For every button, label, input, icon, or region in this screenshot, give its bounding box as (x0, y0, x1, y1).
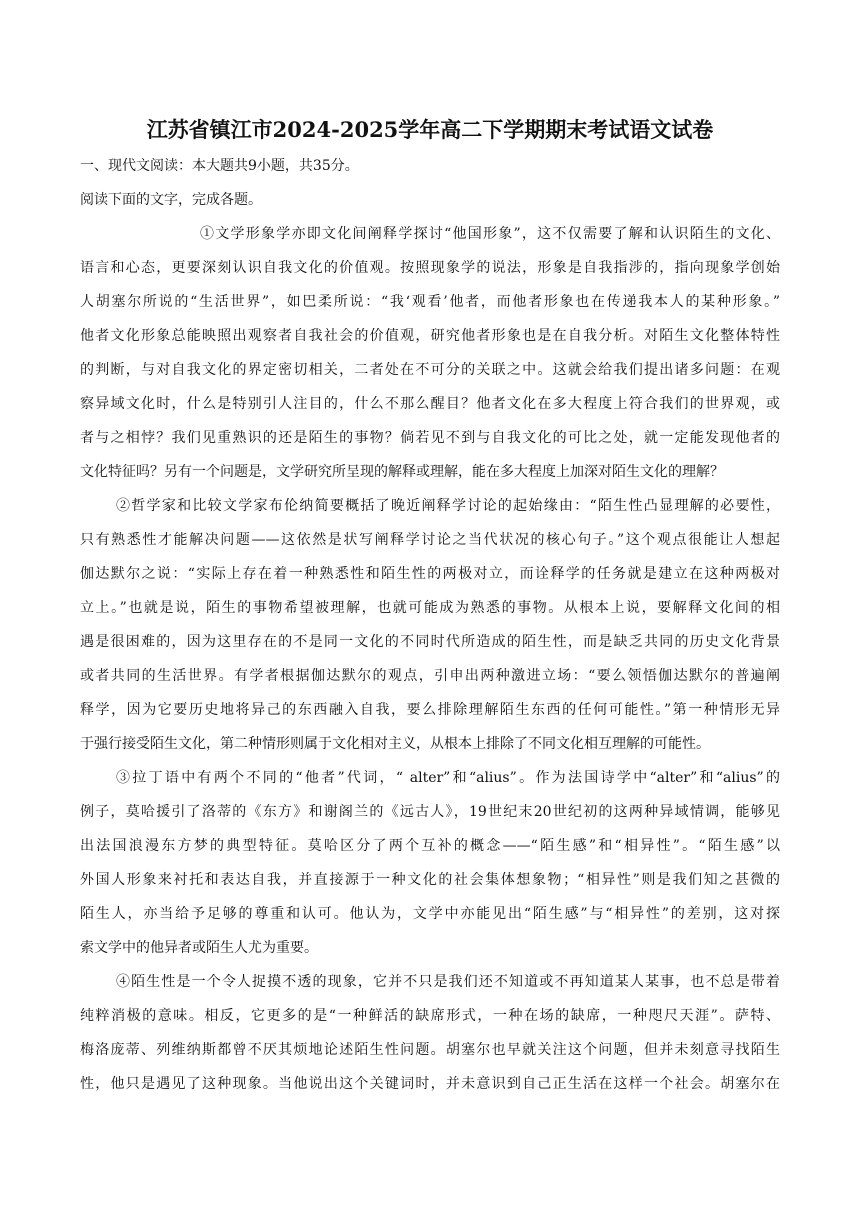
paragraph-line: 他者文化形象总能映照出观察者自我社会的价值观，研究他者形象也是在自我分析。对陌生文化整体特性 (80, 328, 780, 344)
reading-instruction: 阅读下面的文字，完成各题。 (80, 192, 262, 208)
paragraph-line: 只有熟悉性才能解决问题——这依然是状写阐释学讨论之当代状况的核心句子。”这个观点很能让人想起 (80, 532, 780, 548)
paragraph-line: 索文学中的他异者或陌生人尤为重要。 (80, 940, 318, 956)
paragraph-line: 语言和心态，更要深刻认识自我文化的价值观。按照现象学的说法，形象是自我指涉的，指向现象学创始 (80, 260, 780, 276)
paragraph-line: 外国人形象来衬托和表达自我，并直接源于一种文化的社会集体想象物；“相异性”则是我们知之甚微的 (80, 872, 780, 888)
paragraph-line: 例子，莫哈援引了洛蒂的《东方》和谢阁兰的《远古人》，19世纪末20世纪初的这两种异域情调，能够见 (80, 804, 780, 820)
paragraph-line: 察异域文化时，什么是特别引人注目的，什么不那么醒目？他者文化在多大程度上符合我们的世界观，或 (80, 396, 780, 412)
paragraph-line: 纯粹消极的意味。相反，它更多的是“一种鲜活的缺席形式，一种在场的缺席，一种咫尺天涯”。萨特、 (80, 1008, 780, 1024)
paragraph-line: 陌生人，亦当给予足够的尊重和认可。他认为，文学中亦能见出“陌生感”与“相异性”的差别，这对探 (80, 906, 780, 922)
paragraph-line: 或者共同的生活世界。有学者根据伽达默尔的观点，引申出两种激进立场：“要么领悟伽达默尔的普遍阐 (80, 668, 780, 684)
paragraph-line: 伽达默尔之说：“实际上存在着一种熟悉性和陌生性的两极对立，而诠释学的任务就是建立在这种两极对 (80, 566, 780, 582)
paragraph-line: 文化特征吗？另有一个问题是，文学研究所呈现的解释或理解，能在多大程度上加深对陌生文化的理解？ (80, 464, 724, 480)
paragraph-line: ①文学形象学亦即文化间阐释学探讨“他国形象”，这不仅需要了解和认识陌生的文化、 (200, 226, 780, 242)
paragraph-line: 释学，因为它要历史地将异己的东西融入自我，要么排除理解陌生东西的任何可能性。”第一种情形无异 (80, 702, 780, 718)
paragraph-line: 立上。”也就是说，陌生的事物希望被理解，也就可能成为熟悉的事物。从根本上说，要解释文化间的相 (80, 600, 780, 616)
paragraph-line: ④陌生性是一个令人捉摸不透的现象，它并不只是我们还不知道或不再知道某人某事，也不总是带着 (116, 974, 780, 990)
paragraph-line: ②哲学家和比较文学家布伦纳简要概括了晚近阐释学讨论的起始缘由：“陌生性凸显理解的必要性， (116, 498, 780, 514)
paragraph-line: 遇是很困难的，因为这里存在的不是同一文化的不同时代所造成的陌生性，而是缺乏共同的历史文化背景 (80, 634, 780, 650)
paragraph-line: 梅洛庞蒂、列维纳斯都曾不厌其烦地论述陌生性问题。胡塞尔也早就关注这个问题，但并未刻意寻找陌生 (80, 1042, 780, 1058)
paragraph-line: 者与之相悖？我们见重熟识的还是陌生的事物？倘若见不到与自我文化的可比之处，就一定能发现他者的 (80, 430, 780, 446)
paragraph-line: 性，他只是遇见了这种现象。当他说出这个关键词时，并未意识到自己正生活在这样一个社会。胡塞尔在 (80, 1076, 780, 1092)
paragraph-line: 于强行接受陌生文化，第二种情形则属于文化相对主义，从根本上排除了不同文化相互理解的可能性。 (80, 736, 710, 752)
paragraph-line: 人胡塞尔所说的“生活世界”，如巴柔所说：“我‘观看’他者，而他者形象也在传递我本人的某种形象。” (80, 294, 780, 310)
paragraph-line: ③拉丁语中有两个不同的“他者”代词，“ alter”和“alius”。作为法国诗学中“alter”和“alius”的 (116, 770, 780, 786)
section-heading: 一、现代文阅读：本大题共9小题，共35分。 (80, 158, 359, 174)
paragraph-line: 出法国浪漫东方梦的典型特征。莫哈区分了两个互补的概念——“陌生感”和“相异性”。“陌生感”以 (80, 838, 780, 854)
document-title: 江苏省镇江市2024-2025学年高二下学期期末考试语文试卷 (146, 117, 714, 142)
paragraph-line: 的判断，与对自我文化的界定密切相关，二者处在不可分的关联之中。这就会给我们提出诸多问题：在观 (80, 362, 780, 378)
